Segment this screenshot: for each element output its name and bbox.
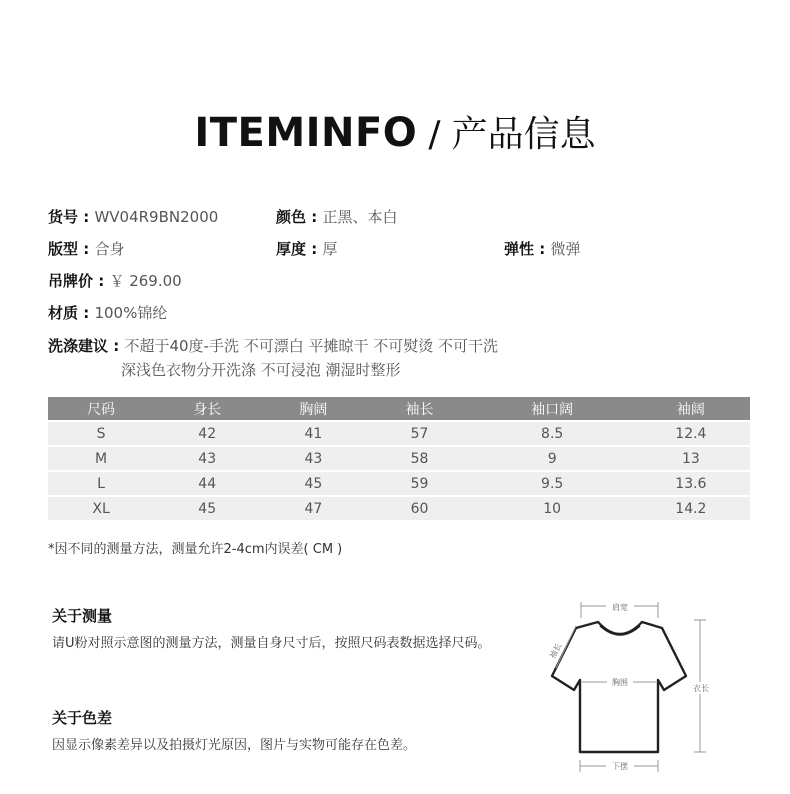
- page-title: [0, 106, 790, 157]
- table-cell: L: [48, 470, 154, 495]
- table-cell: 43: [154, 445, 260, 470]
- table-cell: 57: [366, 420, 472, 445]
- hem-label: 下摆: [612, 762, 628, 771]
- table-cell: XL: [48, 495, 154, 520]
- elasticity-field: 弹性 : 微弹: [504, 240, 581, 258]
- table-cell: S: [48, 420, 154, 445]
- color-field: 颜色 : 正黑、本白: [276, 208, 398, 226]
- sleeve-label: 袖长: [548, 641, 564, 661]
- item-number: 货号 : WV04R9BN2000: [48, 208, 219, 226]
- size-table: [48, 397, 750, 520]
- table-cell: 14.2: [632, 495, 750, 520]
- col-header: 袖长: [366, 397, 472, 420]
- col-header: 身长: [154, 397, 260, 420]
- title-separator: /: [428, 114, 441, 155]
- measure-text: 请U粉对照示意图的测量方法，测量自身尺寸后，按照尺码表数据选择尺码。: [52, 636, 491, 651]
- measurement-note: *因不同的测量方法，测量允许2-4cm内误差( CM ): [48, 542, 343, 557]
- washing-field: 洗涤建议 : 不超于40度-手洗 不可漂白 平摊晾干 不可熨烫 不可干洗: [48, 337, 499, 355]
- material-field: 材质 : 100%锦纶: [48, 304, 168, 322]
- table-cell: 58: [366, 445, 472, 470]
- tshirt-measurement-diagram: [536, 596, 726, 778]
- color-diff-heading: 关于色差: [52, 709, 113, 727]
- table-cell: 43: [260, 445, 366, 470]
- table-row: [48, 420, 750, 445]
- table-cell: 45: [154, 495, 260, 520]
- table-cell: 9: [473, 445, 632, 470]
- title-chinese: 产品信息: [451, 114, 596, 155]
- measure-heading: 关于测量: [52, 607, 113, 625]
- table-row: [48, 470, 750, 495]
- size-table-header: [48, 397, 750, 420]
- table-cell: 13: [632, 445, 750, 470]
- shoulder-label: 肩宽: [612, 603, 628, 612]
- length-label: 衣长: [693, 684, 709, 693]
- table-cell: 10: [473, 495, 632, 520]
- col-header: 袖口阔: [473, 397, 632, 420]
- fit-field: 版型 : 合身: [48, 240, 125, 258]
- col-header: 袖阔: [632, 397, 750, 420]
- table-row: [48, 445, 750, 470]
- table-cell: 60: [366, 495, 472, 520]
- table-cell: 13.6: [632, 470, 750, 495]
- price-field: 吊牌价 : ￥ 269.00: [48, 272, 182, 290]
- table-cell: 47: [260, 495, 366, 520]
- table-cell: 12.4: [632, 420, 750, 445]
- table-cell: 42: [154, 420, 260, 445]
- chest-label: 胸围: [612, 678, 628, 687]
- table-cell: 41: [260, 420, 366, 445]
- table-cell: 59: [366, 470, 472, 495]
- table-cell: 45: [260, 470, 366, 495]
- table-row: [48, 495, 750, 520]
- thickness-field: 厚度 : 厚: [276, 240, 338, 258]
- title-english: ITEMINFO: [194, 110, 418, 156]
- col-header: 尺码: [48, 397, 154, 420]
- col-header: 胸阔: [260, 397, 366, 420]
- table-cell: 8.5: [473, 420, 632, 445]
- washing-line-2: 深浅色衣物分开洗涤 不可浸泡 潮湿时整形: [121, 361, 401, 379]
- table-cell: 44: [154, 470, 260, 495]
- table-cell: M: [48, 445, 154, 470]
- table-cell: 9.5: [473, 470, 632, 495]
- color-diff-text: 因显示像素差异以及拍摄灯光原因，图片与实物可能存在色差。: [52, 738, 417, 753]
